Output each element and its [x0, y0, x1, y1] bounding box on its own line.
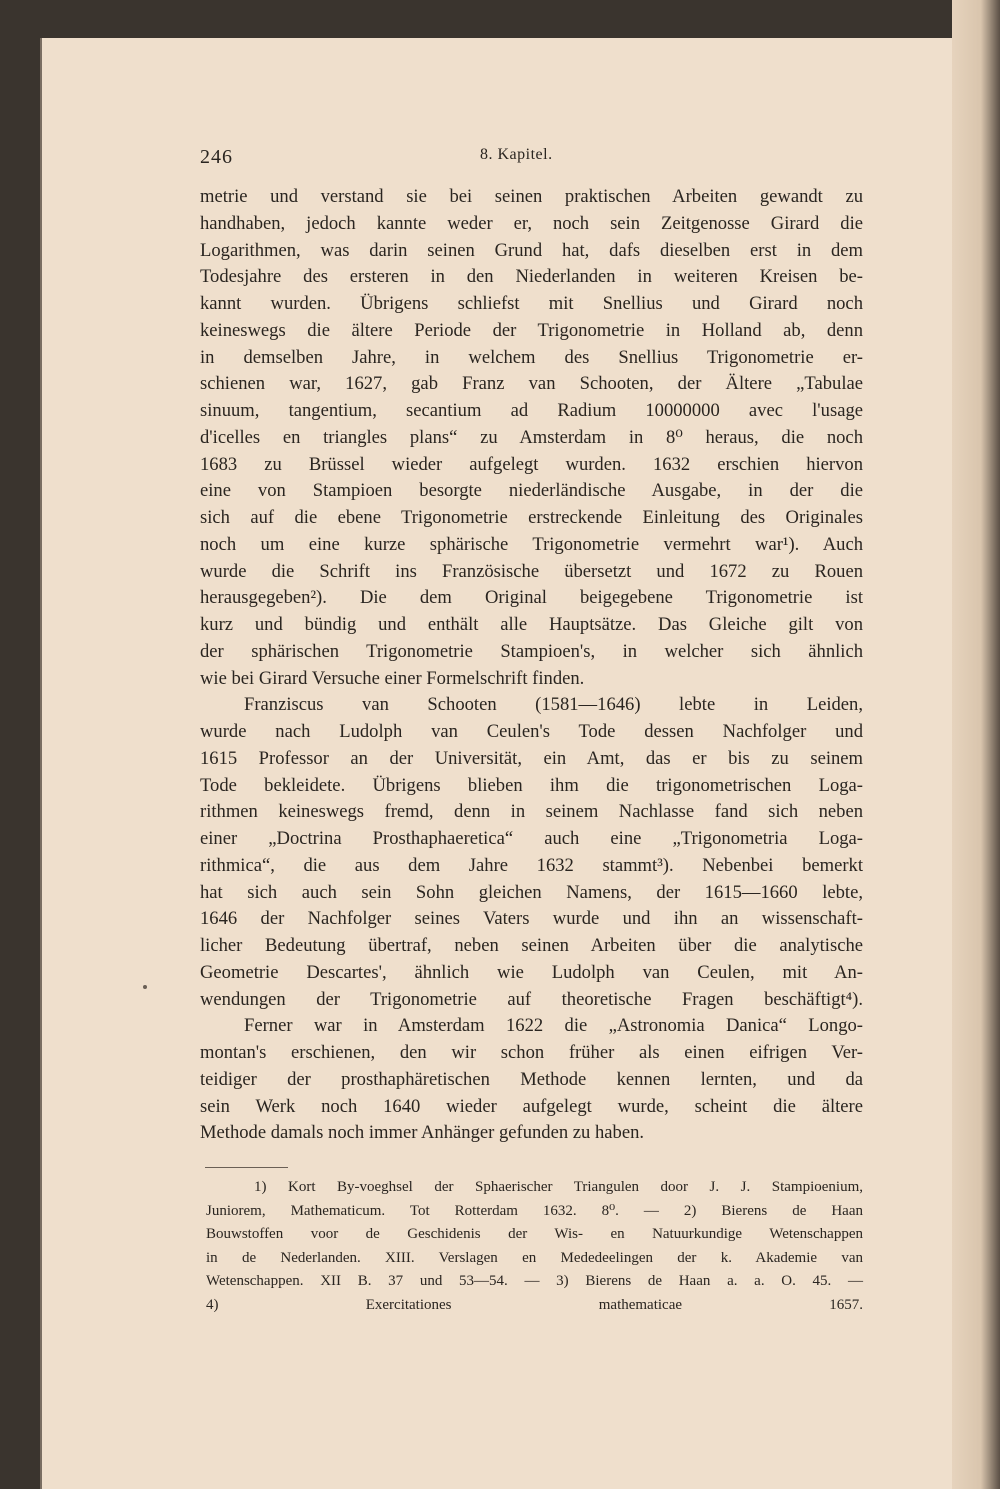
body-line: eine von Stampioen besorgte niederländische Ausgabe, in der die — [200, 480, 863, 502]
body-line: Geometrie Descartes', ähnlich wie Ludolph van Ceulen, mit An- — [200, 961, 863, 983]
footnote-line: 1) Kort By-voeghsel der Sphaerischer Triangulen door J. J. Stampioenium, — [254, 1179, 863, 1195]
body-line: rithmica“, die aus dem Jahre 1632 stammt³). Nebenbei bemerkt — [200, 854, 863, 876]
body-line: noch um eine kurze sphärische Trigonometrie vermehrt war¹). Auch — [200, 533, 863, 555]
body-line: wie bei Girard Versuche einer Formelschrift finden. — [200, 667, 585, 689]
running-header — [200, 146, 863, 170]
body-line: Franziscus van Schooten (1581—1646) lebte in Leiden, — [244, 694, 863, 716]
body-text — [200, 184, 863, 1147]
body-line: sinuum, tangentium, secantium ad Radium 10000000 avec l'usage — [200, 400, 863, 421]
page-number: 246 — [200, 146, 233, 168]
body-line: 1646 der Nachfolger seines Vaters wurde und ihn an wissenschaft- — [200, 908, 863, 930]
body-line: herausgegeben²). Die dem Original beigegebene Trigonometrie ist — [200, 587, 863, 609]
body-line: rithmen keineswegs fremd, denn in seinem Nachlasse fand sich neben — [200, 801, 863, 823]
body-line: 1683 zu Brüssel wieder aufgelegt wurden. 1632 erschien hiervon — [200, 453, 863, 475]
footnotes — [206, 1176, 863, 1317]
body-line: teidiger der prosthaphäretischen Methode kennen lernten, und da — [200, 1068, 863, 1090]
body-line: Ferner war in Amsterdam 1622 die „Astronomia Danica“ Longo- — [244, 1015, 863, 1037]
body-line: 1615 Professor an der Universität, ein Amt, das er bis zu seinem — [200, 747, 863, 769]
body-line: metrie und verstand sie bei seinen praktischen Arbeiten gewandt zu — [200, 186, 863, 207]
body-line: wendungen der Trigonometrie auf theoretische Fragen beschäftigt⁴). — [200, 988, 863, 1010]
body-line: der sphärischen Trigonometrie Stampioen's, in welcher sich ähnlich — [200, 640, 863, 662]
body-line: Todesjahre des ersteren in den Niederlanden in weiteren Kreisen be- — [200, 266, 863, 288]
body-line: schienen war, 1627, gab Franz van Schooten, der Ältere „Tabulae — [200, 373, 863, 395]
body-line: in demselben Jahre, in welchem des Snellius Trigonometrie er- — [200, 346, 863, 368]
body-line: wurde die Schrift ins Französische übersetzt und 1672 zu Rouen — [200, 560, 863, 582]
footnote-line: Bouwstoffen voor de Geschidenis der Wis- en Natuurkundige Wetenschappen — [206, 1226, 863, 1242]
body-line: einer „Doctrina Prosthaphaeretica“ auch eine „Trigonometria Loga- — [200, 828, 863, 849]
footnote-line: Wetenschappen. XII B. 37 und 53—54. — 3) Bierens de Haan a. a. O. 45. — — [206, 1273, 863, 1289]
body-line: kannt wurden. Übrigens schliefst mit Snellius und Girard noch — [200, 293, 863, 314]
margin-mark — [143, 985, 147, 989]
body-line: d'icelles en triangles plans“ zu Amsterdam in 8⁰ heraus, die noch — [200, 426, 863, 448]
body-line: handhaben, jedoch kannte weder er, noch sein Zeitgenosse Girard die — [200, 212, 863, 234]
body-line: Methode damals noch immer Anhänger gefunden zu haben. — [200, 1122, 645, 1144]
body-line: keineswegs die ältere Periode der Trigonometrie in Holland ab, denn — [200, 319, 863, 341]
footnote-rule — [205, 1167, 288, 1168]
footnote-line: 4) Exercitationes mathematicae 1657. — [206, 1296, 863, 1313]
body-line: hat sich auch sein Sohn gleichen Namens, der 1615—1660 lebte, — [200, 881, 863, 903]
body-line: montan's erschienen, den wir schon früher als einen eifrigen Ver- — [200, 1042, 863, 1063]
footnote-line: in de Nederlanden. XIII. Verslagen en Mededeelingen der k. Akademie van — [206, 1249, 863, 1266]
body-line: Logarithmen, was darin seinen Grund hat, dafs dieselben erst in dem — [200, 239, 863, 261]
body-line: sein Werk noch 1640 wieder aufgelegt wurde, scheint die ältere — [200, 1095, 863, 1117]
page-edge — [952, 0, 1000, 1489]
body-line: wurde nach Ludolph van Ceulen's Tode dessen Nachfolger und — [200, 721, 863, 742]
body-line: sich auf die ebene Trigonometrie erstreckende Einleitung des Originales — [200, 507, 863, 528]
body-line: licher Bedeutung übertraf, neben seinen Arbeiten über die analytische — [200, 935, 863, 956]
body-line: kurz und bündig und enthält alle Hauptsätze. Das Gleiche gilt von — [200, 614, 863, 635]
chapter-title: 8. Kapitel. — [480, 146, 553, 163]
body-line: Tode bekleidete. Übrigens blieben ihm die trigonometrischen Loga- — [200, 774, 863, 796]
footnote-line: Juniorem, Mathematicum. Tot Rotterdam 1632. 8⁰. — 2) Bierens de Haan — [206, 1202, 863, 1219]
